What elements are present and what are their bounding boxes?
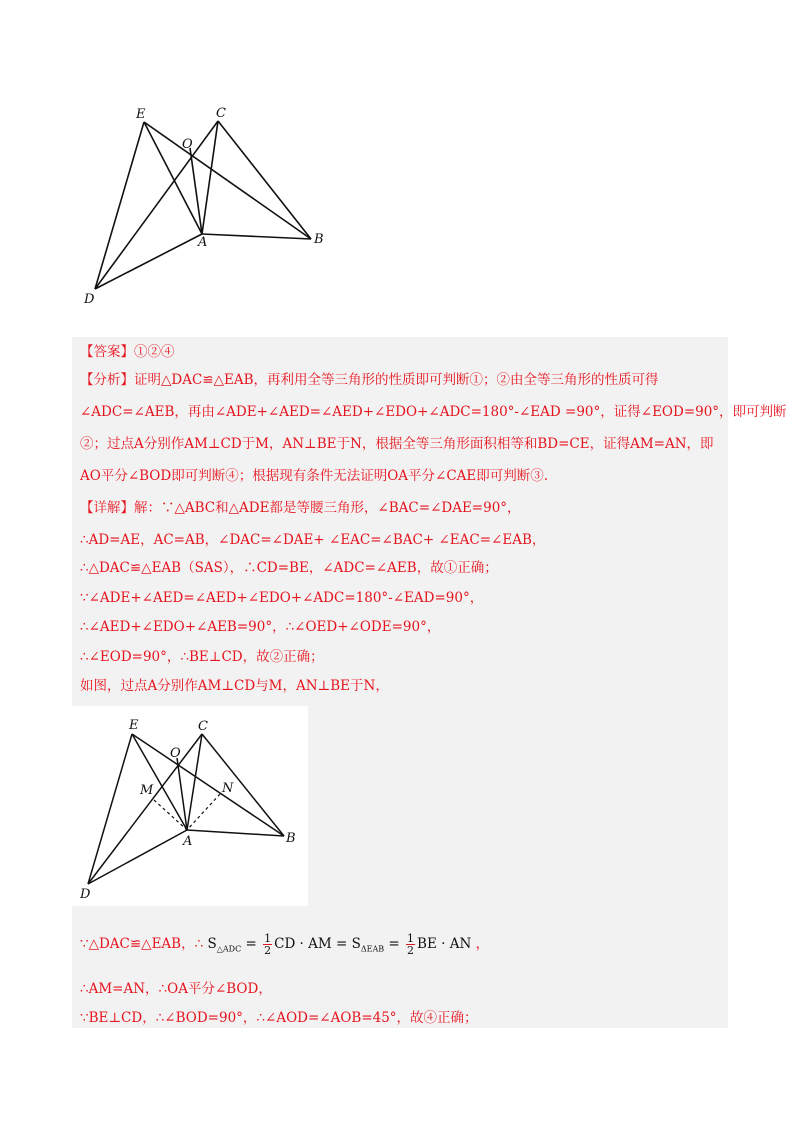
geometry-figure-2 bbox=[72, 706, 308, 906]
half-den-2: 2 bbox=[407, 944, 415, 957]
f2-label-D: D bbox=[80, 887, 91, 902]
answer-line bbox=[80, 343, 175, 361]
detail-after-2: ∵BE⊥CD，∴∠BOD=90°，∴∠AOD=∠AOB=45°，故④正确； bbox=[80, 1010, 478, 1026]
area-term1: CD · AM = bbox=[274, 936, 352, 952]
f2-label-B: B bbox=[286, 831, 296, 846]
detail-line-3: ∴△DAC≌△EAB（SAS），∴CD=BE，∠ADC=∠AEB，故①正确； bbox=[80, 560, 498, 576]
analysis-text-1: 证明△DAC≌△EAB，再利用全等三角形的性质即可判断①；②由全等三角形的性质可得 bbox=[134, 372, 659, 388]
label-D: D bbox=[84, 292, 95, 307]
f2-line-ED bbox=[88, 734, 132, 884]
detail-line-4: ∵∠ADE+∠AED=∠AED+∠EDO+∠ADC=180°-∠EAD=90°， bbox=[80, 590, 484, 606]
detail-after-1: ∴AM=AN，∴OA平分∠BOD， bbox=[80, 981, 272, 997]
label-C: C bbox=[216, 106, 226, 121]
construct-line: 如图，过点A分别作AM⊥CD与M，AN⊥BE于N， bbox=[80, 678, 389, 694]
detail-tag: 【详解】 bbox=[80, 500, 134, 516]
line-CB bbox=[218, 121, 311, 239]
area-formula bbox=[207, 932, 475, 957]
line-ED bbox=[95, 122, 144, 289]
detail-line-5: ∴∠AED+∠EDO+∠AEB=90°，∴∠OED+∠ODE=90°， bbox=[80, 619, 441, 635]
area-s1: S bbox=[207, 936, 217, 952]
f2-line-EB bbox=[132, 734, 284, 836]
detail-text-1: 解：∵△ABC和△ADE都是等腰三角形，∠BAC=∠DAE=90°， bbox=[134, 500, 521, 516]
f2-line-DA bbox=[88, 830, 187, 884]
label-O: O bbox=[182, 137, 193, 152]
f2-label-A: A bbox=[183, 834, 193, 849]
area-s2: S bbox=[351, 936, 361, 952]
line-CA bbox=[202, 121, 218, 234]
answer-tag: 【答案】 bbox=[80, 344, 134, 360]
f2-label-C: C bbox=[198, 719, 208, 734]
area-prefix: ∵△DAC≌△EAB，∴ bbox=[80, 936, 204, 952]
half-fraction-1 bbox=[263, 933, 272, 956]
detail-line-1 bbox=[80, 499, 521, 517]
f2-label-M: M bbox=[140, 783, 154, 798]
area-eq-2: = bbox=[384, 936, 405, 952]
label-B: B bbox=[314, 232, 324, 247]
label-A: A bbox=[198, 235, 208, 250]
f2-label-O: O bbox=[170, 746, 181, 761]
analysis-line-1 bbox=[80, 371, 659, 389]
line-AB bbox=[202, 234, 311, 239]
line-EB bbox=[144, 122, 311, 239]
area-line bbox=[80, 933, 489, 959]
detail-line-2: ∴AD=AE，AC=AB，∠DAC=∠DAE+ ∠EAC=∠BAC+ ∠EAC=∠EAB， bbox=[80, 532, 546, 548]
analysis-line-3: ②；过点A分别作AM⊥CD于M，AN⊥BE于N，根据全等三角形面积相等和BD=CE，证得AM=AN，即 bbox=[80, 436, 714, 452]
f2-line-CA bbox=[187, 734, 202, 830]
area-s1-sub: △ADC bbox=[216, 944, 242, 954]
area-term2: BE · AN bbox=[417, 936, 472, 952]
label-E: E bbox=[136, 107, 146, 122]
f2-line-AB bbox=[187, 830, 284, 836]
half-den-1: 2 bbox=[264, 944, 272, 957]
analysis-line-4: AO平分∠BOD即可判断④；根据现有条件无法证明OA平分∠CAE即可判断③. bbox=[80, 468, 549, 484]
half-num-1: 1 bbox=[264, 932, 272, 945]
detail-line-6: ∴∠EOD=90°，∴BE⊥CD，故②正确； bbox=[80, 649, 324, 665]
line-EA bbox=[144, 122, 202, 234]
analysis-line-2: ∠ADC=∠AEB，再由∠ADE+∠AED=∠AED+∠EDO+∠ADC=180°-∠EAD =90°，证得∠EOD=90°，即可判断 bbox=[80, 404, 787, 420]
f2-line-CB bbox=[202, 734, 284, 836]
f2-label-N: N bbox=[222, 781, 234, 796]
area-s2-sub: ΔEAB bbox=[360, 944, 385, 954]
answer-text: ①②④ bbox=[134, 344, 175, 360]
f2-dashed-AM bbox=[154, 800, 187, 830]
half-num-2: 1 bbox=[407, 932, 415, 945]
geometry-figure-1 bbox=[78, 96, 338, 316]
area-end: ， bbox=[475, 936, 490, 952]
area-eq: = bbox=[241, 936, 262, 952]
f2-line-OA bbox=[177, 758, 187, 830]
line-DA bbox=[95, 234, 202, 289]
f2-label-E: E bbox=[129, 718, 139, 733]
analysis-tag: 【分析】 bbox=[80, 372, 134, 388]
half-fraction-2 bbox=[406, 933, 415, 956]
